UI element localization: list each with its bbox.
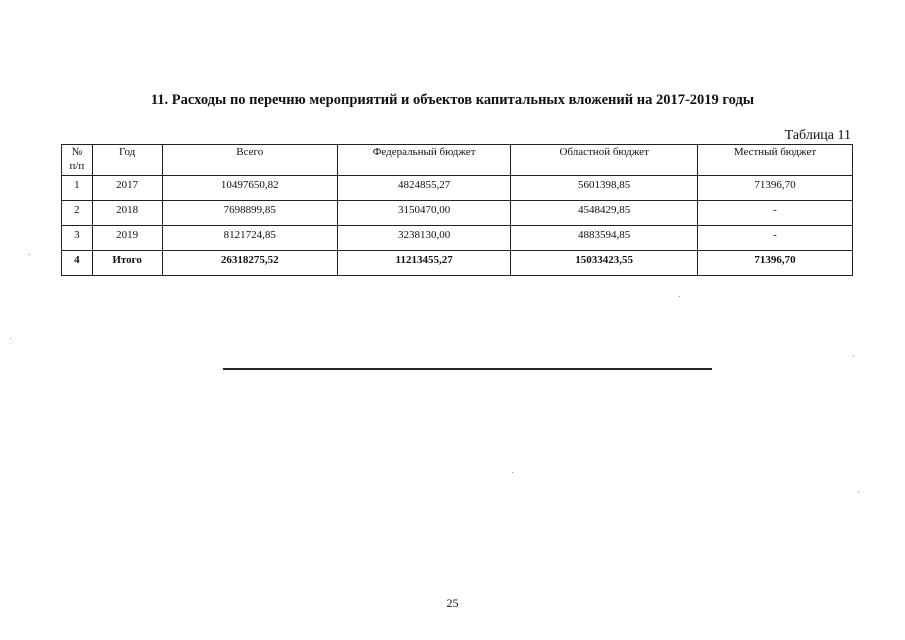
- table-cell: 7698899,85: [162, 201, 337, 226]
- table-cell: 4883594,85: [511, 226, 698, 251]
- table-label: Таблица 11: [784, 128, 851, 143]
- expenses-table: [61, 144, 853, 276]
- scan-speck: [853, 356, 854, 357]
- table-cell: 11213455,27: [337, 251, 510, 276]
- table-cell: 3150470,00: [337, 201, 510, 226]
- table-cell: 4: [62, 251, 93, 276]
- scan-speck: [679, 296, 680, 297]
- table-cell: 3: [62, 226, 93, 251]
- scan-speck: [29, 254, 30, 255]
- table-row: [62, 226, 853, 251]
- table-row: [62, 201, 853, 226]
- table-cell: 26318275,52: [162, 251, 337, 276]
- header-cell-total: Всего: [162, 145, 337, 176]
- table-cell: 10497650,82: [162, 176, 337, 201]
- header-cell-local-budget: Местный бюджет: [698, 145, 853, 176]
- table-cell: 1: [62, 176, 93, 201]
- table-cell: Итого: [92, 251, 162, 276]
- table-cell: 2019: [92, 226, 162, 251]
- table-cell: 8121724,85: [162, 226, 337, 251]
- table-cell: 71396,70: [698, 176, 853, 201]
- table-total-row: [62, 251, 853, 276]
- horizontal-divider: [223, 368, 712, 370]
- scan-speck: [858, 491, 859, 492]
- table-cell: 4824855,27: [337, 176, 510, 201]
- scan-speck: [512, 472, 513, 473]
- table-cell: 2018: [92, 201, 162, 226]
- table-cell: 2: [62, 201, 93, 226]
- page-number: 25: [446, 596, 459, 610]
- table-cell: -: [698, 226, 853, 251]
- table-cell: -: [698, 201, 853, 226]
- table-row: [62, 176, 853, 201]
- header-cell-regional-budget: Областной бюджет: [511, 145, 698, 176]
- table-header-row: [62, 145, 853, 176]
- header-cell-year: Год: [92, 145, 162, 176]
- document-title: 11. Расходы по перечню мероприятий и объектов капитальных вложений на 2017-2019 годы: [150, 92, 755, 108]
- table-cell: 2017: [92, 176, 162, 201]
- header-cell-number: № п/п: [62, 145, 93, 176]
- table-cell: 3238130,00: [337, 226, 510, 251]
- table-cell: 5601398,85: [511, 176, 698, 201]
- table-cell: 71396,70: [698, 251, 853, 276]
- table-cell: 4548429,85: [511, 201, 698, 226]
- header-cell-federal-budget: Федеральный бюджет: [337, 145, 510, 176]
- table-cell: 15033423,55: [511, 251, 698, 276]
- scan-speck: [10, 338, 11, 339]
